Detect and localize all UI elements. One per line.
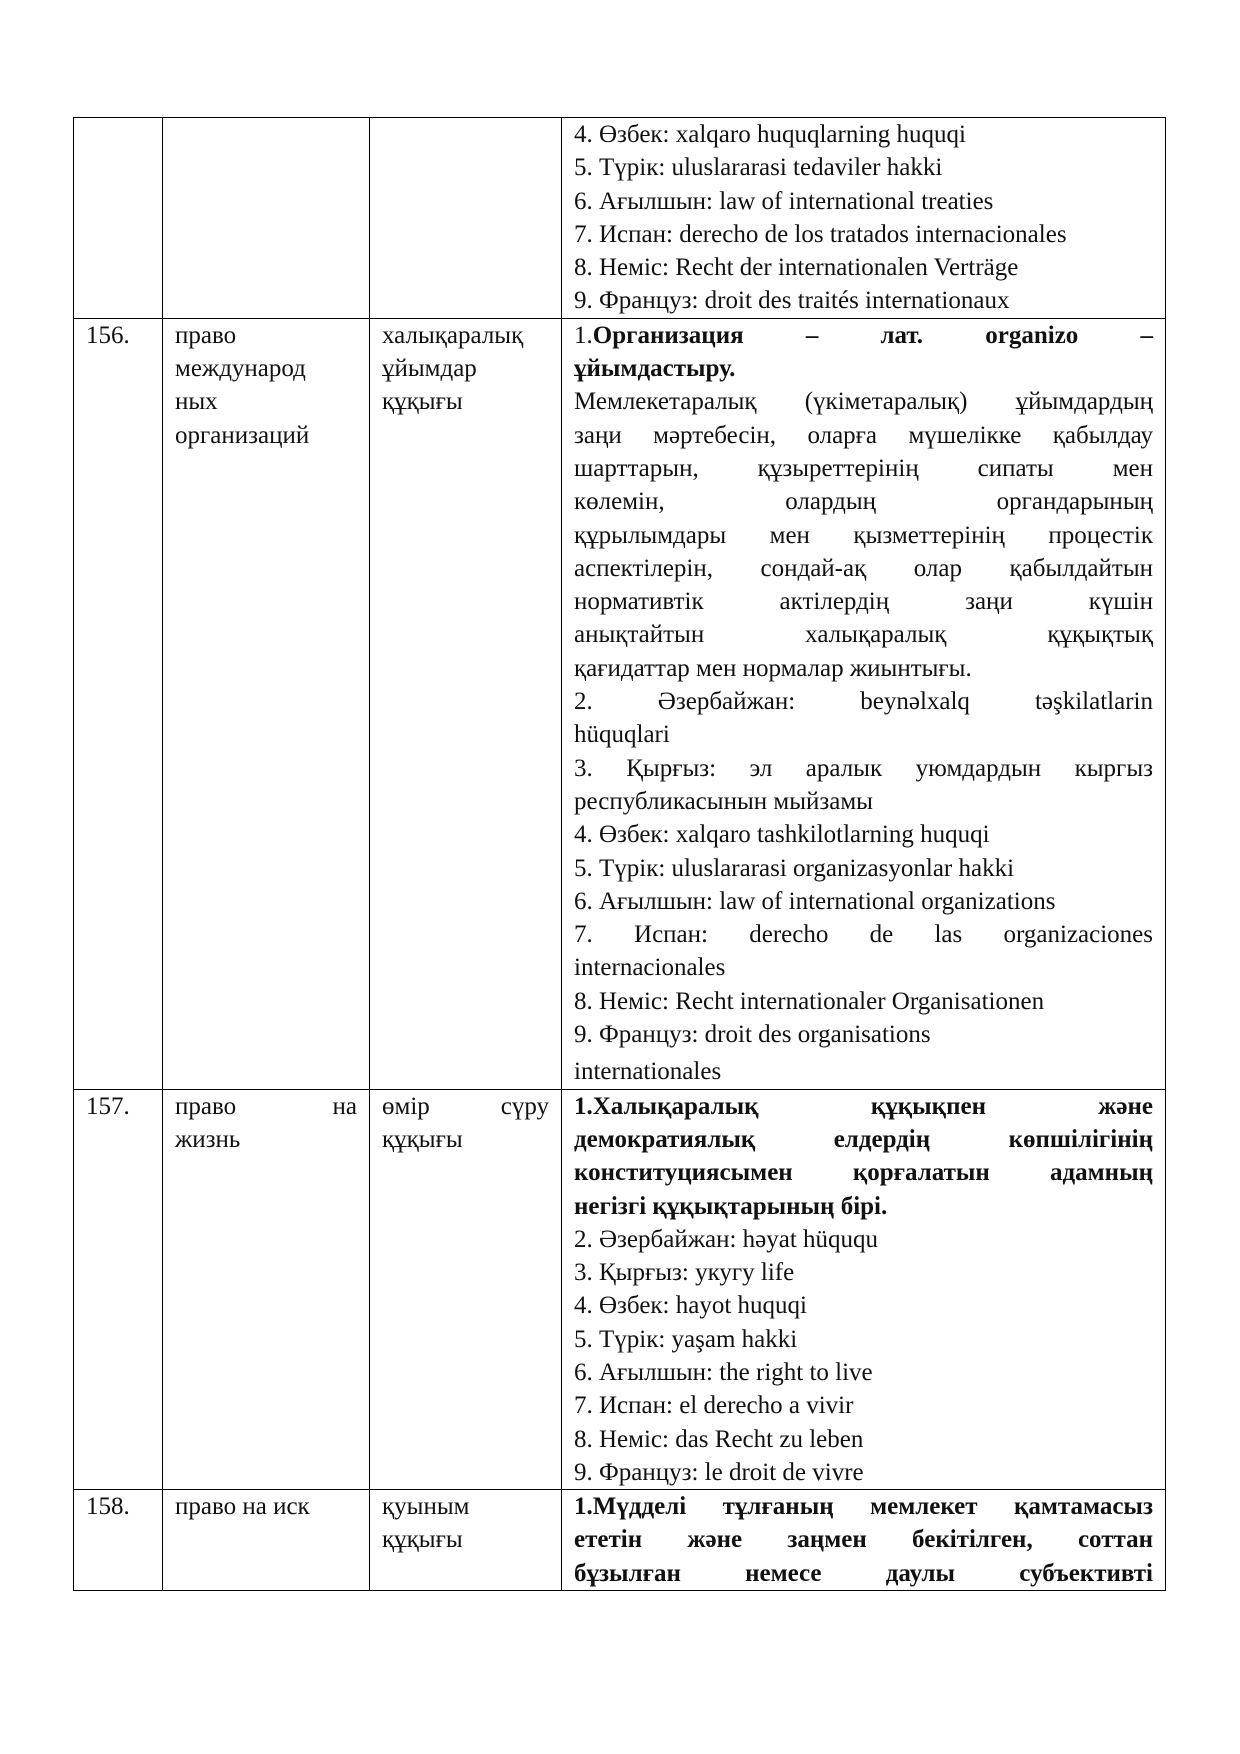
russian-term-line: право на иск [175,1493,310,1521]
kazakh-term-cell [370,318,562,1089]
kazakh-term-line: қуыным [382,1493,470,1521]
glossary-table [73,117,1166,1591]
definition-line: заңи мәртебесін, оларға мүшелікке қабылдау [574,421,1153,449]
translation-english: 6. Ағылшын: the right to live [574,1358,873,1386]
russian-term-line: организаций [175,421,310,449]
definition-line: нормативтік актілердің заңи күшін [574,588,1153,616]
russian-term-cell [163,118,370,319]
kazakh-term-line: ұйымдар [382,355,477,383]
kazakh-term-line: халықаралық [382,321,524,349]
translation-azerbaijani: 2. Әзербайжан: beynəlxalq təşkilatlarin [574,688,1153,716]
table-row [74,1089,1166,1490]
definition-line: шарттарын, құзыреттерінің сипаты мен [574,454,1153,482]
translation-kyrgyz: 3. Қырғыз: укугу life [574,1259,795,1287]
definition-heading: конституциясымен қорғалатын адамның [574,1159,1153,1187]
translation-french: internationales [574,1058,722,1086]
kazakh-term-cell [370,1490,562,1591]
translation-turkish: 5. Түрік: uluslararasi tedaviler hakki [574,154,943,182]
translation-kyrgyz: 3. Қырғыз: эл аралык уюмдардын кыргыз [574,754,1153,782]
translation-spanish: 7. Испан: el derecho a vivir [574,1392,854,1420]
row-number-cell [74,118,163,319]
kazakh-term-line: құқығы [382,1526,463,1554]
kazakh-term-line: өмір сүру [382,1092,549,1120]
definition-line: аспектілерін, сондай-ақ олар қабылдайтын [574,554,1153,582]
definition-heading: 1.Организация – лат. organizo – [574,321,1153,349]
translation-german: 8. Неміс: Recht internationaler Organisationen [574,987,1045,1015]
russian-term-cell [163,318,370,1089]
etymology: Организация – лат. organizo – [592,321,1153,349]
russian-term-line: ных [175,388,218,416]
translation-spanish: 7. Испан: derecho de los tratados internacionales [574,220,1067,248]
definition-cell [562,1490,1166,1591]
definition-heading: 1.Мүдделі тұлғаның мемлекет қамтамасыз [574,1493,1153,1521]
russian-term-cell [163,1490,370,1591]
translation-azerbaijani: 2. Әзербайжан: həyat hüququ [574,1225,879,1253]
table-row [74,318,1166,1089]
kazakh-term-line: құқығы [382,388,463,416]
definition-cell [562,118,1166,319]
translation-spanish: internacionales [574,954,726,982]
definition-line: қағидаттар мен нормалар жиынтығы. [574,654,972,682]
translation-english: 6. Ағылшын: law of international treaties [574,187,994,215]
kazakh-term-line: құқығы [382,1125,463,1153]
translation-uzbek: 4. Өзбек: hayot huquqi [574,1292,807,1320]
translation-turkish: 5. Түрік: uluslararasi organizasyonlar hakki [574,854,1015,882]
translation-azerbaijani: hüquqlari [574,721,670,749]
translation-french: 9. Француз: droit des organisations [574,1021,931,1049]
russian-term-line: международ [175,355,306,383]
translation-turkish: 5. Түрік: yaşam hakki [574,1325,798,1353]
translation-spanish: 7. Испан: derecho de las organizaciones [574,921,1153,949]
kazakh-term-cell [370,1089,562,1490]
row-number-cell: 157. [74,1089,163,1490]
definition-heading: негізгі құқықтарының бірі. [574,1192,888,1220]
table-row [74,1490,1166,1591]
definition-heading: демократиялық елдердің көпшілігінің [574,1125,1153,1153]
definition-cell [562,1089,1166,1490]
definition-line: Мемлекетаралық (үкіметаралық) ұйымдардың [574,388,1153,416]
russian-term-line: право [175,321,237,349]
translation-uzbek: 4. Өзбек: xalqaro tashkilotlarning huquqi [574,821,990,849]
translation-german: 8. Неміс: Recht der internationalen Verträge [574,254,1019,282]
russian-term-cell [163,1089,370,1490]
russian-term-line: право на [175,1092,357,1120]
kazakh-term-cell [370,118,562,319]
row-number-cell: 158. [74,1490,163,1591]
translation-german: 8. Неміс: das Recht zu leben [574,1425,864,1453]
row-number-cell: 156. [74,318,163,1089]
russian-term-line: жизнь [175,1125,241,1153]
definition-line: құрылымдары мен қызметтерінің процестік [574,521,1153,549]
translation-french: 9. Француз: le droit de vivre [574,1458,864,1486]
translation-english: 6. Ағылшын: law of international organizations [574,887,1056,915]
definition-cell [562,318,1166,1089]
definition-heading: 1.Халықаралық құқықпен және [574,1092,1153,1120]
definition-line: көлемін, олардың органдарының [574,488,1153,516]
translation-uzbek: 4. Өзбек: xalqaro huquqlarning huquqi [574,121,966,148]
definition-heading: ұйымдастыру. [574,355,736,383]
translation-kyrgyz: республикасынын мыйзамы [574,787,873,815]
table-row [74,118,1166,319]
definition-heading: бұзылған немесе даулы субъективті [574,1559,1153,1587]
definition-heading: ететін және заңмен бекітілген, соттан [574,1526,1153,1554]
translation-french: 9. Француз: droit des traités internationaux [574,287,1010,315]
definition-line: анықтайтын халықаралық құқықтық [574,621,1153,649]
